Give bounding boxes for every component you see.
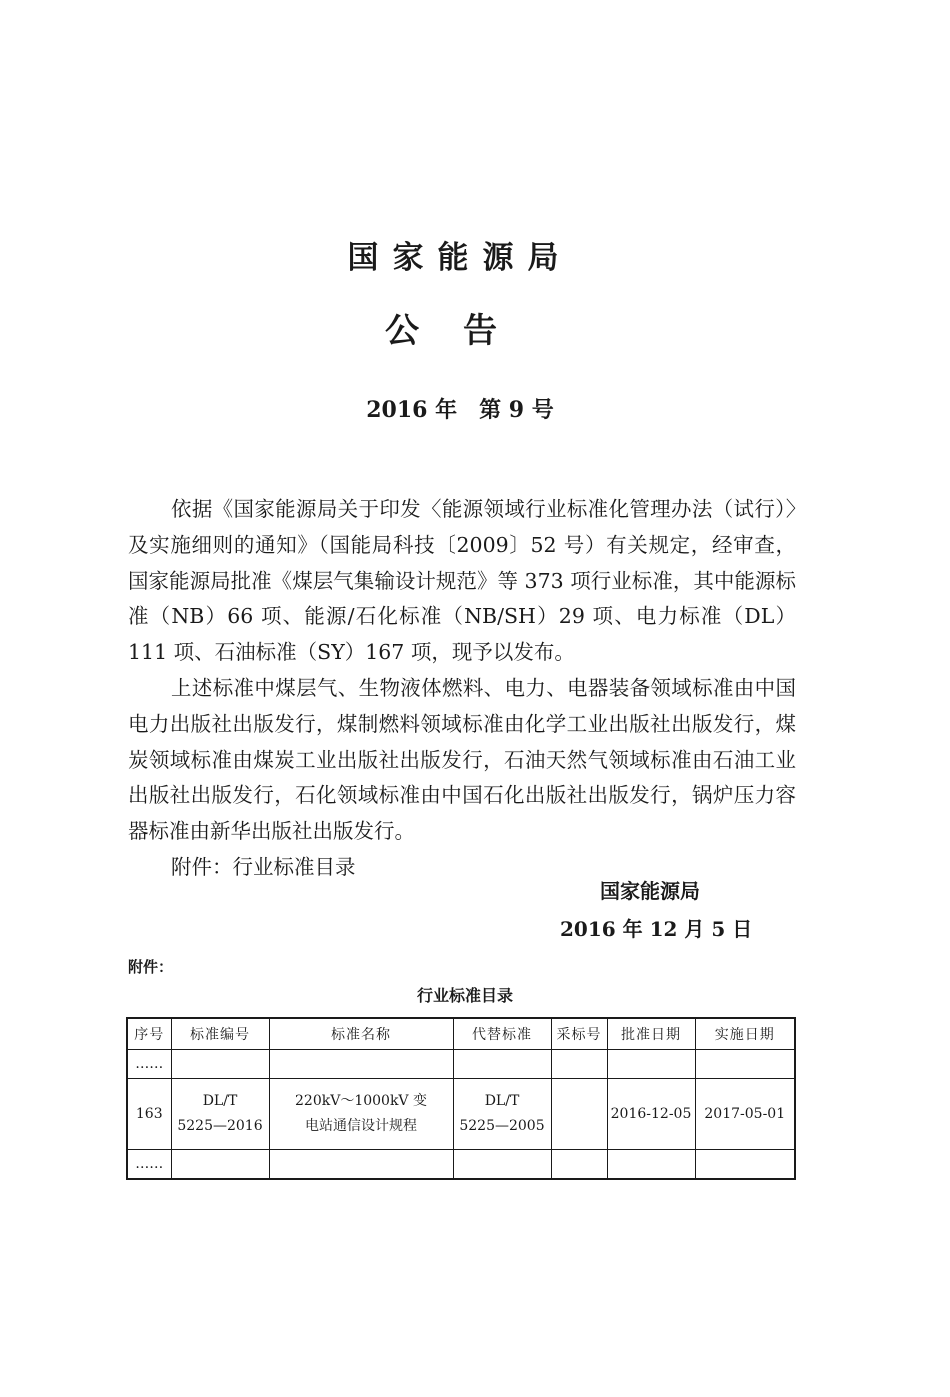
empty-cell: [607, 1050, 695, 1079]
seq-cell: 163: [127, 1079, 171, 1150]
name-line-1: 220kV～1000kV 变: [295, 1093, 427, 1109]
col-header-effective-date: 实施日期: [695, 1018, 795, 1050]
notice-number: 2016 年 第 9 号: [366, 397, 554, 423]
ellipsis-cell: ……: [127, 1150, 171, 1180]
table-row: [127, 1150, 795, 1180]
empty-cell: [695, 1150, 795, 1180]
col-header-name: 标准名称: [269, 1018, 453, 1050]
table-header-row: [127, 1018, 795, 1050]
col-header-code: 标准编号: [171, 1018, 269, 1050]
adopt-cell: [551, 1079, 607, 1150]
agency-title: 国家能源局: [347, 240, 573, 276]
empty-cell: [269, 1050, 453, 1079]
empty-cell: [607, 1150, 695, 1180]
empty-cell: [171, 1150, 269, 1180]
empty-cell: [551, 1150, 607, 1180]
empty-cell: [695, 1050, 795, 1079]
replace-cell: [453, 1079, 551, 1150]
col-header-seq: 序号: [127, 1018, 171, 1050]
col-header-approve-date: 批准日期: [607, 1018, 695, 1050]
empty-cell: [453, 1050, 551, 1079]
signature-date: 2016 年 12 月 5 日: [560, 917, 753, 941]
body-paragraph-attachment: 附件：行业标准目录: [171, 854, 356, 879]
notice-title: 公告: [385, 311, 541, 351]
notice-body: [128, 492, 796, 886]
code-line-1: DL/T: [202, 1093, 238, 1109]
col-header-adopt: 采标号: [551, 1018, 607, 1050]
ellipsis-cell: ……: [127, 1050, 171, 1079]
approve-date-cell: 2016-12-05: [607, 1079, 695, 1150]
replace-line-1: DL/T: [484, 1093, 520, 1109]
code-line-2: 5225—2016: [177, 1118, 263, 1134]
table-row: [127, 1050, 795, 1079]
replace-line-2: 5225—2005: [459, 1118, 545, 1134]
empty-cell: [453, 1150, 551, 1180]
annex-label: 附件：: [128, 958, 174, 976]
name-line-2: 电站通信设计规程: [305, 1118, 417, 1134]
empty-cell: [171, 1050, 269, 1079]
table-title: 行业标准目录: [416, 986, 513, 1005]
empty-cell: [269, 1150, 453, 1180]
body-paragraph-2: 上述标准中煤层气、生物液体燃料、电力、电器装备领域标准由中国电力出版社出版发行，煤制燃料领域标准由化学工业出版社出版发行，煤炭领域标准由煤炭工业出版社出版发行，石油天然气领域标准由石油工业出版社出版发行，石化领域标准由中国石化出版社出版发行，锅炉压力容器标准由新华出版社出版发行。: [128, 675, 796, 844]
signature-issuer: 国家能源局: [600, 879, 700, 903]
col-header-replace: 代替标准: [453, 1018, 551, 1050]
empty-cell: [551, 1050, 607, 1079]
body-paragraph-1: 依据《国家能源局关于印发〈能源领域行业标准化管理办法（试行）〉及实施细则的通知》（国能局科技〔2009〕52 号）有关规定，经审查，国家能源局批准《煤层气集输设计规范》等 373 项行业标准，其中能源标准（NB）66 项、能源/石化标准（NB/SH）29 项、电力标准（DL）111 项、石油标准（SY）167 项，现予以发布。: [128, 497, 796, 665]
name-cell: [269, 1079, 453, 1150]
standards-table: [126, 1017, 796, 1180]
code-cell: [171, 1079, 269, 1150]
effective-date-cell: 2017-05-01: [695, 1079, 795, 1150]
table-row: [127, 1079, 795, 1150]
